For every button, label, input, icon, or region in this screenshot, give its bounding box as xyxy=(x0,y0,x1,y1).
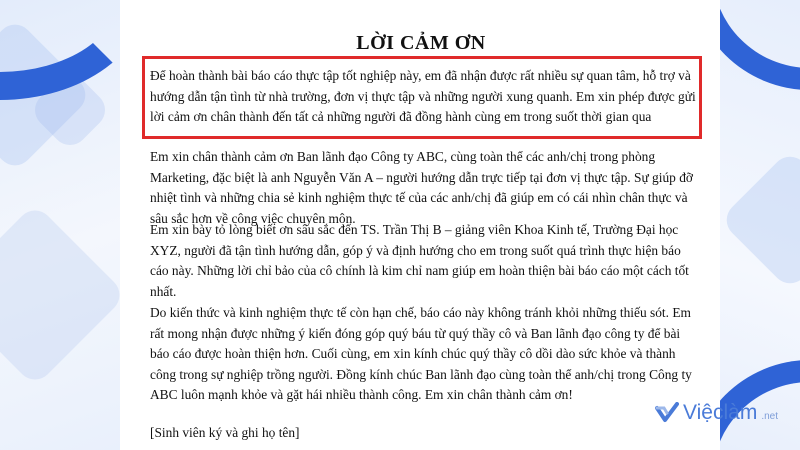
closing-paragraph: Do kiến thức và kinh nghiệm thực tế còn hạn chế, báo cáo này không tránh khỏi những thiếu sót. Em rất mong nhận được những ý kiến đóng góp quý báu từ quý thầy cô và Ban lãnh đạo công ty để bài báo cáo được hoàn thiện hơn. Cuối cùng, em xin kính chúc quý thầy cô dồi dào sức khỏe và thành công trong sự nghiệp trồng người. Đồng kính chúc Ban lãnh đạo cùng toàn thể anh/chị trong Công ty ABC luôn mạnh khỏe và gặt hái nhiều thành công. Em xin chân thành cảm ơn! xyxy=(150,305,692,402)
checkmark-logo-icon xyxy=(655,402,679,424)
vieclam-logo xyxy=(655,401,778,425)
logo-name: Việclàm xyxy=(683,401,758,424)
advisor-thanks-paragraph: Em xin bày tỏ lòng biết ơn sâu sắc đến TS. Trần Thị B – giảng viên Khoa Kinh tế, Trường Đại học XYZ, người đã tận tình hướng dẫn, góp ý và định hướng cho em trong suốt quá trình thực hiện báo cáo này. Những lời chỉ bảo của cô chính là kim chỉ nam giúp em hoàn thiện bài báo cáo một cách tốt nhất. xyxy=(150,222,689,299)
decorative-diamond xyxy=(0,203,120,387)
company-thanks-paragraph: Em xin chân thành cảm ơn Ban lãnh đạo Công ty ABC, cùng toàn thể các anh/chị trong phòng Marketing, đặc biệt là anh Nguyễn Văn A – người hướng dẫn trực tiếp tại đơn vị thực tập. Sự giúp đỡ nhiệt tình và những chia sẻ kinh nghiệm thực tế của các anh/chị đã giúp em có cái nhìn chân thực và sâu sắc hơn về công việc chuyên môn. xyxy=(150,149,693,226)
decorative-wave xyxy=(0,0,120,100)
left-decorative-background xyxy=(0,0,120,450)
decorative-wave xyxy=(720,0,800,90)
document-title: LỜI CẢM ƠN xyxy=(356,32,486,54)
right-decorative-background xyxy=(720,0,800,450)
document-page xyxy=(124,0,718,450)
decorative-diamond xyxy=(720,149,800,290)
logo-suffix: .net xyxy=(761,410,778,422)
signature-line: [Sinh viên ký và ghi họ tên] xyxy=(150,425,300,440)
intro-paragraph: Để hoàn thành bài báo cáo thực tập tốt nghiệp này, em đã nhận được rất nhiều sự quan tâm, hỗ trợ và hướng dẫn tận tình từ nhà trường, đơn vị thực tập và những người xung quanh. Em xin phép được gửi lời cảm ơn chân thành đến tất cả những người đã đồng hành cùng em trong suốt thời gian qua xyxy=(150,68,696,124)
